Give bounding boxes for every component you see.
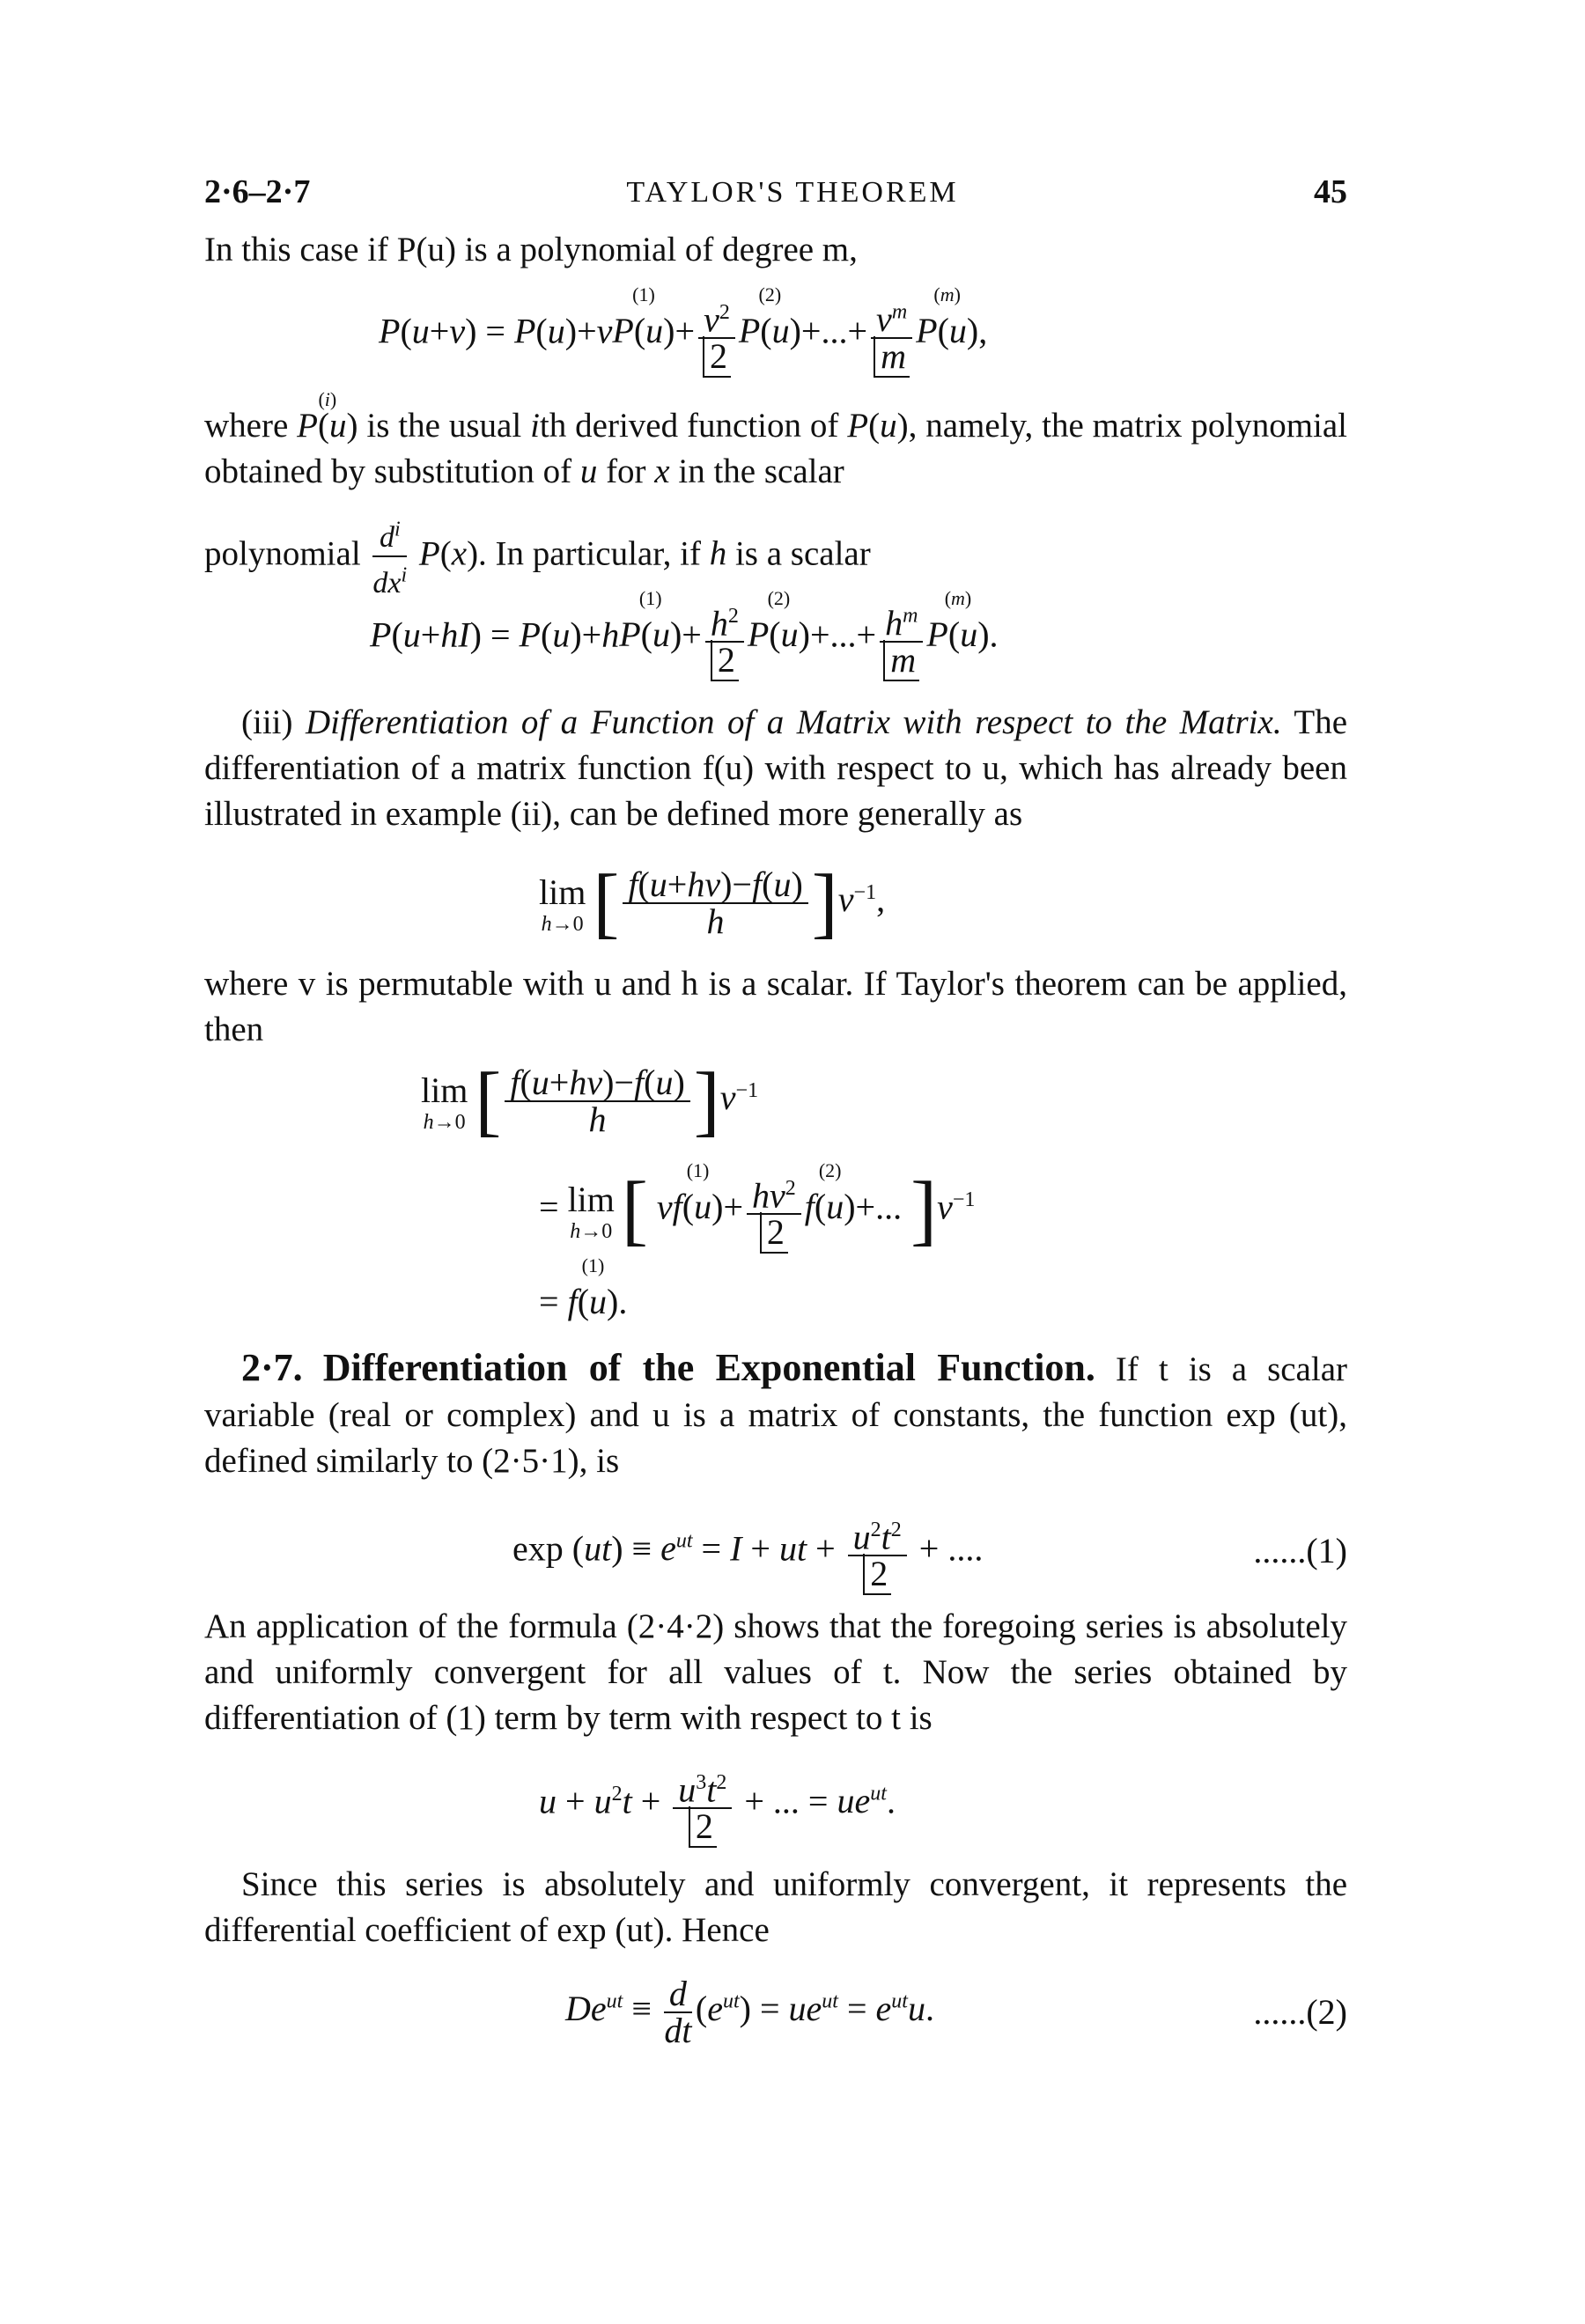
equation-taylor-derivative-line-2: = lim h→0 [ v (1) f(u)+ $\frac{hv^2}{2}$ (2) f(u)+... ]$v^{-1}$ (539, 1159, 976, 1254)
header-title: TAYLOR'S THEOREM (626, 176, 959, 209)
paragraph-1: In this case if P(u) is a polynomial of degree m, (204, 231, 858, 268)
paragraph-5: where v is permutable with u and h is a scalar. If Taylor's theorem can be applied, then (204, 965, 1347, 1048)
section-title: Differentiation of the Exponential Function. (322, 1346, 1095, 1389)
paragraph-2: where (i) P(u) is the usual ith derived function of P(u), namely, the matrix polynomial obtained by substitution of u for x in the scalar (204, 388, 1348, 490)
equation-number-2: ......(2) (1253, 1992, 1347, 2032)
equation-taylor-derivative-line-1: lim h→0 [ $\frac{f(u+hv)-f(u)}{h}$ ]$v^{-1}$ (421, 1057, 759, 1144)
paragraph-differentiation-matrix: (iii) Differentiation of a Function of a Matrix with respect to the Matrix. The differentiation of a matrix function f(u) with respect to u, which has already been illustrated in example (ii), can be defined more generally as (204, 703, 1348, 833)
equation-number-1: ......(1) (1253, 1531, 1347, 1570)
subsection-label: (iii) (241, 703, 293, 741)
equation-taylor-derivative-line-3: = (1) f(u). (539, 1254, 628, 1321)
equation-taylor-scalar: P(u+hI) = P(u)+h (1) P(u)+ $\frac{h^2}{2}$ (2) P(u)+...+ $\frac{h^m}{m}$ (m) P(u). (370, 587, 999, 680)
equation-exp-series: $\exp (ut) \equiv e^{ut} = I$ + ut + $\frac{u^2t^2}{2}$ + .... (512, 1512, 983, 1592)
equation-exp-derivative: $De^{ut}$ ≡ $\frac{d}{dt}$ $(e^{ut}) = ue^{ut} = e^{ut}u$. (565, 1974, 934, 2050)
subsection-title: Differentiation of a Function of a Matrix with respect to the Matrix. (305, 703, 1282, 741)
paragraph-7: Since this series is absolutely and uniformly convergent, it represents the differential coefficient of exp (ut). Hence (204, 1865, 1347, 1949)
equation-derivative-definition: lim h→0 [ $\frac{f(u+hv)-f(u)}{h}$ ]$v^{-1}$, (539, 859, 886, 946)
section-2-7-intro: 2·7. Differentiation of the Exponential Function. If t is a scalar variable (real or complex) and u is a matrix of constants, the function exp (ut), defined similarly to (2·5·1), is (204, 1346, 1348, 1480)
paragraph-3: polynomial $\frac{d^i}{dx^i}$ P(x). In particular, if h is a scalar (204, 512, 1347, 601)
section-number: 2·7. (241, 1346, 303, 1389)
equation-taylor-polynomial: P(u+v) = P(u)+v (1) P(u)+ $\frac{v^2}{2}$ (2) P(u)+...+ $\frac{v^m}{m}$ (m) P(u), (379, 283, 988, 377)
page-number: 45 (1314, 173, 1347, 210)
equation-differentiated-series: $u + u^2t$ + $\frac{u^3t^2}{2}$ + ... = $ue^{ut}$. (539, 1765, 896, 1844)
header-section: 2·6–2·7 (204, 173, 311, 210)
paragraph-6: An application of the formula (2·4·2) shows that the foregoing series is absolutely and uniformly convergent for all values of t. Now the series obtained by differentiation of (1) term by term with respect to t is (204, 1607, 1347, 1737)
